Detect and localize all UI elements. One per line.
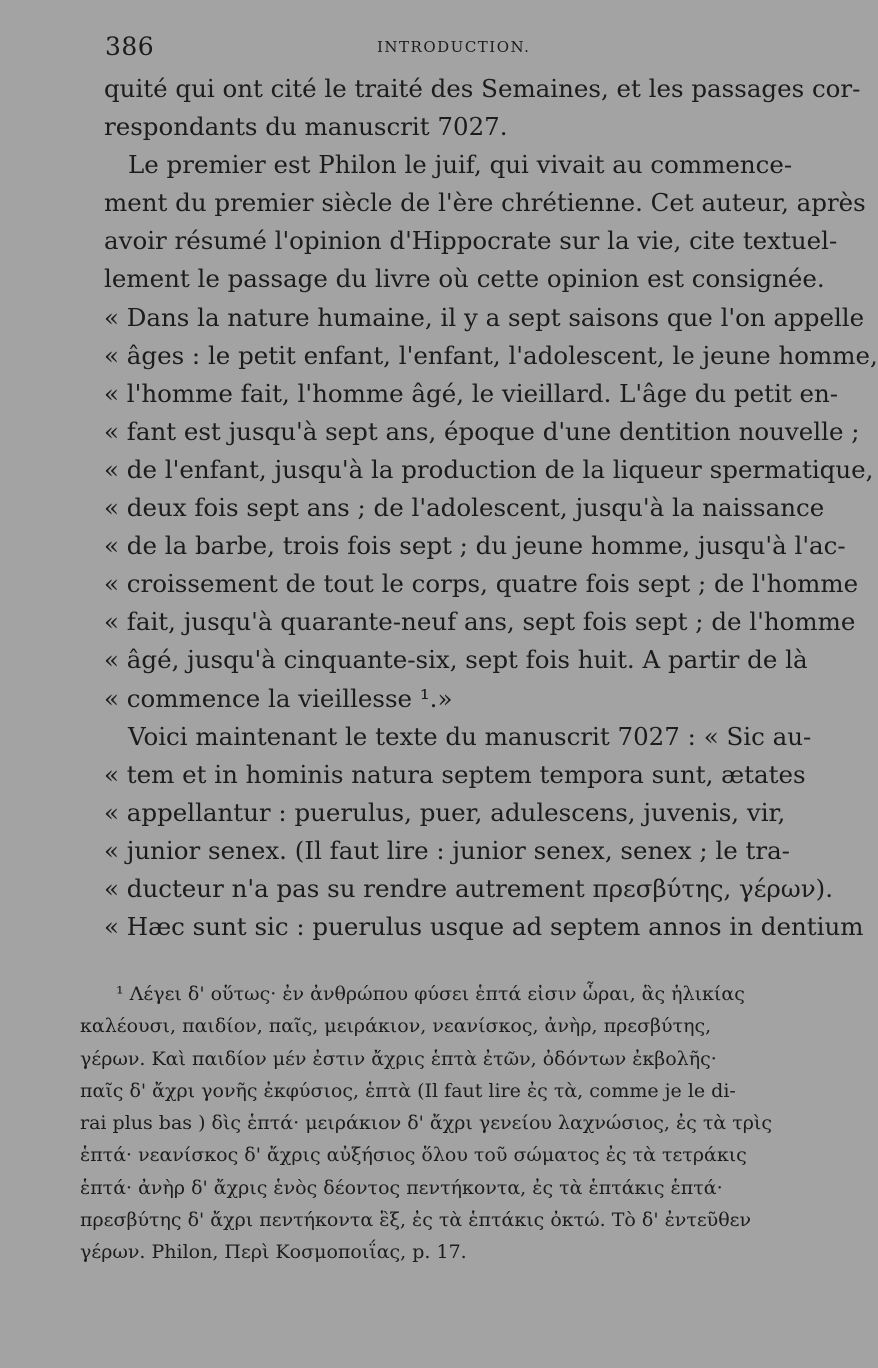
- text-line: « Hæc sunt sic : puerulus usque ad septem annos in dentium: [104, 912, 864, 942]
- text-line: « commence la vieillesse ¹.»: [104, 683, 453, 713]
- main-text: [104, 70, 878, 946]
- footnote: [80, 978, 776, 1269]
- text-line: Le premier est Philon le juif, qui vivait au commence-: [128, 150, 793, 180]
- footnote-line: γέρων. Καὶ παιδίον μέν ἐστιν ἄχρις ἑπτὰ ἐτῶν, ὀδόντων ἐκβολῆς·: [80, 1047, 717, 1070]
- text-line: respondants du manuscrit 7027.: [104, 112, 508, 142]
- text-line: « deux fois sept ans ; de l'adolescent, jusqu'à la naissance: [104, 493, 825, 523]
- footnote-line: ἑπτά· νεανίσκος δ' ἄχρις αὐξήσιος ὅλου τοῦ σώματος ἐς τὰ τετράκις: [80, 1144, 747, 1167]
- text-line: « Dans la nature humaine, il y a sept saisons que l'on appelle: [104, 302, 865, 332]
- text-line: « croissement de tout le corps, quatre fois sept ; de l'homme: [104, 569, 859, 599]
- text-line: « fant est jusqu'à sept ans, époque d'une dentition nouvelle ;: [104, 416, 860, 446]
- footnote-line: πρεσβύτης δ' ἄχρι πεντήκοντα ἓξ, ἐς τὰ ἑπτάκις ὀκτώ. Τὸ δ' ἐντεῦθεν: [80, 1209, 752, 1232]
- text-line: « de la barbe, trois fois sept ; du jeune homme, jusqu'à l'ac-: [104, 531, 846, 561]
- running-head: INTRODUCTION.: [377, 38, 531, 56]
- text-line: quité qui ont cité le traité des Semaines, et les passages cor-: [104, 74, 861, 103]
- text-line: « junior senex. (Il faut lire : junior senex, senex ; le tra-: [104, 835, 790, 865]
- text-line: « ducteur n'a pas su rendre autrement πρεσβύτης, γέρων).: [104, 873, 834, 903]
- text-line: « appellantur : puerulus, puer, adulescens, juvenis, vir,: [104, 797, 786, 827]
- footnote-line: ἑπτά· ἀνὴρ δ' ἄχρις ἑνὸς δέοντος πεντήκοντα, ἐς τὰ ἑπτάκις ἑπτά·: [80, 1176, 723, 1199]
- page-number: 386: [105, 32, 155, 61]
- footnote-line: παῖς δ' ἄχρι γονῆς ἐκφύσιος, ἑπτὰ (Il faut lire ἐς τὰ, comme je le di-: [80, 1079, 736, 1102]
- page-header: [105, 32, 770, 72]
- footnote-line: γέρων. Philon, Περὶ Κοσμοποιΐας, p. 17.: [80, 1241, 467, 1264]
- text-line: « l'homme fait, l'homme âgé, le vieillard. L'âge du petit en-: [104, 378, 839, 408]
- footnote-line: καλέουσι, παιδίον, παῖς, μειράκιον, νεανίσκος, ἀνὴρ, πρεσβύτης,: [80, 1015, 712, 1038]
- footnote-line: ¹ Λέγει δ' οὕτως· ἐν ἀνθρώπου φύσει ἑπτά εἰσιν ὧραι, ἃς ἡλικίας: [116, 983, 745, 1005]
- text-line: « âges : le petit enfant, l'enfant, l'adolescent, le jeune homme,: [104, 340, 878, 370]
- text-line: « de l'enfant, jusqu'à la production de la liqueur spermatique,: [104, 454, 874, 484]
- text-line: avoir résumé l'opinion d'Hippocrate sur la vie, cite textuel-: [104, 226, 838, 256]
- text-line: « fait, jusqu'à quarante-neuf ans, sept fois sept ; de l'homme: [104, 607, 856, 637]
- text-line: Voici maintenant le texte du manuscrit 7027 : « Sic au-: [128, 721, 812, 751]
- text-line: lement le passage du livre où cette opinion est consignée.: [104, 264, 825, 294]
- text-line: « tem et in hominis natura septem tempora sunt, ætates: [104, 759, 806, 789]
- text-line: ment du premier siècle de l'ère chrétienne. Cet auteur, après: [104, 188, 866, 218]
- footnote-line: rai plus bas ) δὶς ἑπτά· μειράκιον δ' ἄχρι γενείου λαχνώσιος, ἐς τὰ τρὶς: [80, 1112, 773, 1135]
- text-line: « âgé, jusqu'à cinquante-six, sept fois huit. A partir de là: [104, 645, 808, 675]
